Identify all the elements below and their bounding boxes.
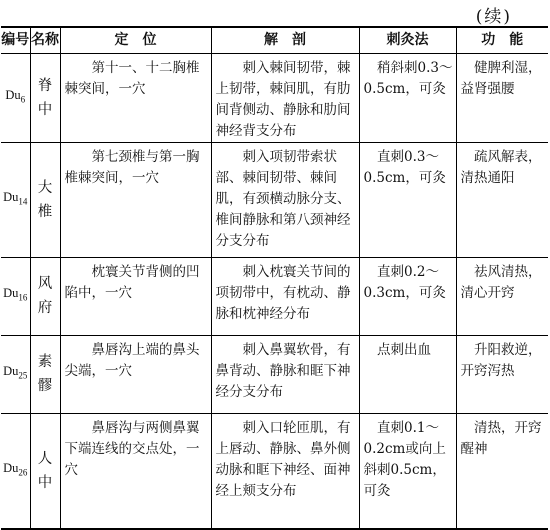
point-location: 枕寰关节背侧的凹陷中，一穴 [60, 257, 211, 335]
point-anatomy: 刺入枕寰关节间的项韧带中，有枕动、静脉和枕神经分布 [211, 257, 359, 335]
point-location: 第七颈椎与第一胸椎棘突间，一穴 [60, 142, 211, 257]
point-code: $Du_{16}$ [1, 257, 30, 335]
point-code: $Du_{25}$ [1, 335, 30, 413]
header-code: 编号 [1, 27, 30, 53]
table-row [1, 413, 548, 529]
point-name: 素 髎 [30, 335, 60, 413]
point-anatomy: 刺入项韧带索状部、棘间韧带、棘间肌，有颈横动脉分支、椎间静脉和第八颈神经分支分布 [211, 142, 359, 257]
point-code: $Du_6$ [1, 53, 30, 142]
point-name: 大 椎 [30, 142, 60, 257]
header-location: 定 位 [60, 27, 211, 53]
point-acupuncture: 直刺0.2～0.3cm，可灸 [359, 257, 456, 335]
point-function: 清热，开窍醒神 [456, 413, 548, 529]
point-location: 鼻唇沟上端的鼻头尖端，一穴 [60, 335, 211, 413]
header-anatomy: 解 剖 [211, 27, 359, 53]
point-anatomy: 刺入口轮匝肌，有上唇动、静脉、鼻外侧动脉和眶下神经、面神经上颊支分布 [211, 413, 359, 529]
point-function: 疏风解表，清热通阳 [456, 142, 548, 257]
point-location: 鼻唇沟与两侧鼻翼下端连线的交点处，一穴 [60, 413, 211, 529]
point-name: 人 中 [30, 413, 60, 529]
table-row [1, 257, 548, 335]
point-anatomy: 刺入鼻翼软骨，有鼻背动、静脉和眶下神经分支分布 [211, 335, 359, 413]
table-row [1, 142, 548, 257]
point-acupuncture: 直刺0.3～0.5cm，可灸 [359, 142, 456, 257]
header-name: 名称 [30, 27, 60, 53]
point-acupuncture: 点刺出血 [359, 335, 456, 413]
point-function: 祛风清热，清心开窍 [456, 257, 548, 335]
point-code: $Du_{26}$ [1, 413, 30, 529]
point-name: 风 府 [30, 257, 60, 335]
header-row [1, 27, 548, 53]
point-anatomy: 刺入棘间韧带，棘上韧带，棘间肌，有肋间背侧动、静脉和肋间神经背支分布 [211, 53, 359, 142]
header-function: 功 能 [456, 27, 548, 53]
table-row [1, 335, 548, 413]
point-code: $Du_{14}$ [1, 142, 30, 257]
point-function: 健脾利湿，益肾强腰 [456, 53, 548, 142]
point-function: 升阳救逆，开窍泻热 [456, 335, 548, 413]
acupoint-table [1, 26, 548, 530]
header-acupuncture: 刺灸法 [359, 27, 456, 53]
table-row [1, 53, 548, 142]
point-name: 脊 中 [30, 53, 60, 142]
point-acupuncture: 直刺0.1～0.2cm或向上斜刺0.5cm，可灸 [359, 413, 456, 529]
continued-label: (续) [475, 7, 512, 27]
point-acupuncture: 稍斜刺0.3～0.5cm，可灸 [359, 53, 456, 142]
point-location: 第十一、十二胸椎棘突间，一穴 [60, 53, 211, 142]
